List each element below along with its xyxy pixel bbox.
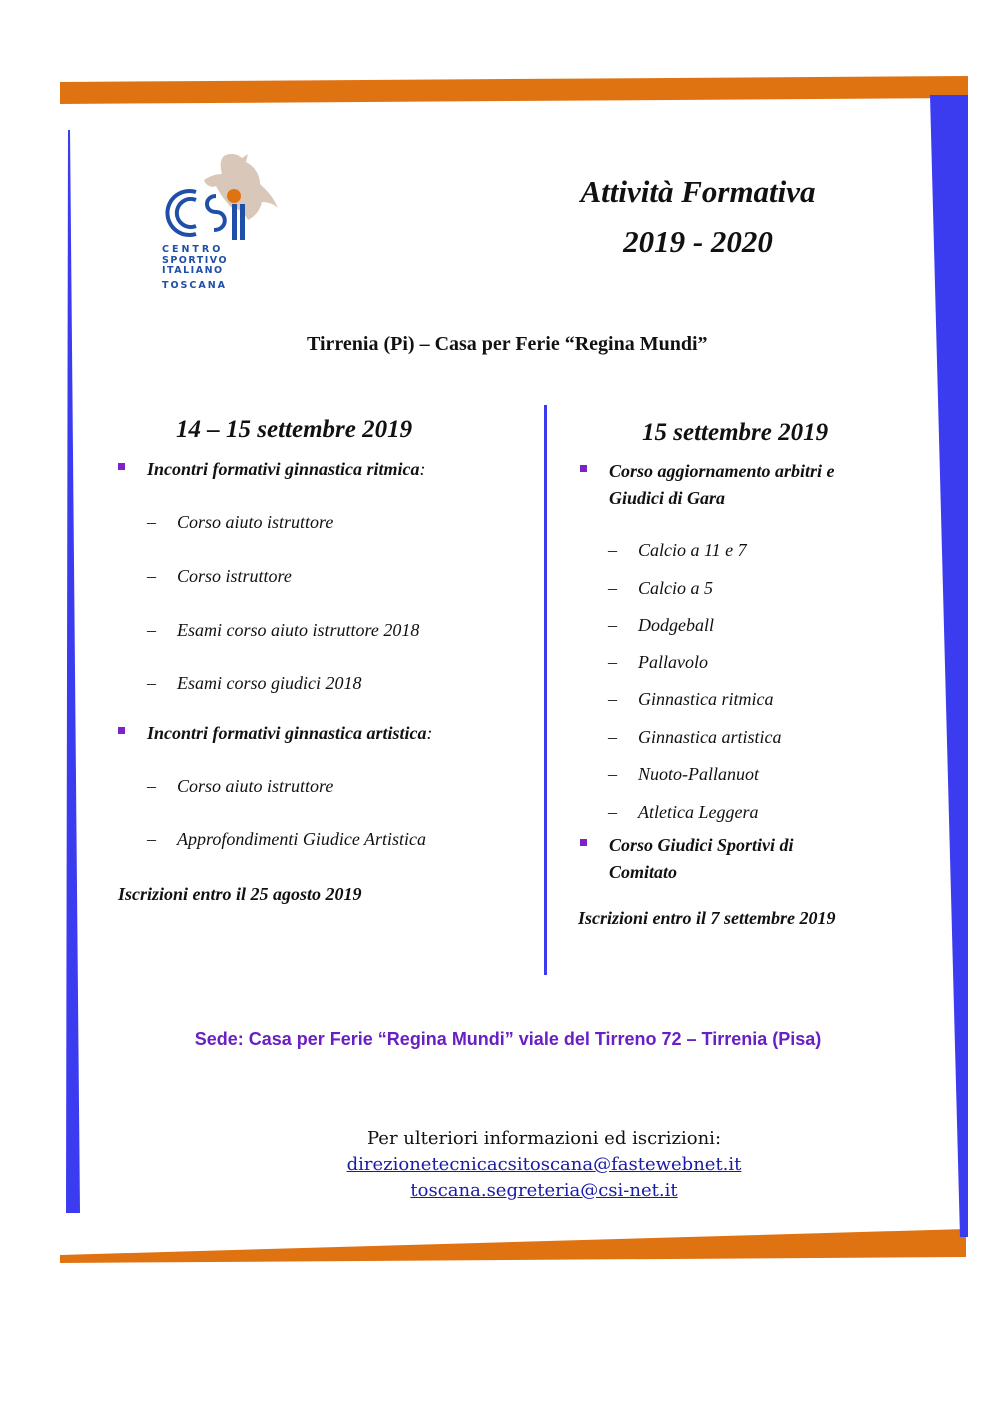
bullet-square (118, 463, 125, 470)
right-deadline: Iscrizioni entro il 7 settembre 2019 (578, 908, 836, 928)
blue-left-bar (66, 130, 80, 1213)
right-group1-heading (580, 458, 835, 512)
left-group1-colon: : (419, 459, 426, 479)
column-divider (544, 405, 547, 975)
left-group1-item-1: Corso aiuto istruttore (177, 512, 334, 532)
left-group1-item-3: Esami corso aiuto istruttore 2018 (177, 620, 420, 640)
contact-block (294, 1126, 794, 1204)
dash-marker: – (608, 578, 617, 598)
dash-marker: – (147, 829, 156, 849)
left-group1-heading (118, 456, 426, 483)
logo-line-italiano: ITALIANO (162, 265, 224, 276)
list-item (147, 673, 362, 694)
right-group2-title-line2: Comitato (609, 862, 678, 882)
left-group2-heading (118, 720, 433, 747)
right-date-heading: 15 settembre 2019 (642, 419, 829, 446)
right-group1-item-1: Calcio a 11 e 7 (638, 540, 747, 560)
dash-marker: – (608, 652, 617, 672)
left-group1-item-2: Corso istruttore (177, 566, 292, 586)
right-group1-title-line2: Giudici di Gara (609, 488, 726, 508)
left-date-heading: 14 – 15 settembre 2019 (176, 416, 413, 443)
right-group1-item-7: Nuoto-Pallanuot (638, 764, 759, 784)
right-group1-title-line1: Corso aggiornamento arbitri e (609, 461, 835, 481)
left-group1-item-4: Esami corso giudici 2018 (177, 673, 362, 693)
left-group2-item-1: Corso aiuto istruttore (177, 776, 334, 796)
list-item (608, 615, 714, 636)
list-item (608, 652, 708, 673)
logo-line-centro: CENTRO (162, 244, 224, 255)
dash-marker: – (608, 802, 617, 822)
dash-marker: – (147, 566, 156, 586)
email-link-direzione[interactable]: direzionetecnicacsitoscana@fastewebnet.it (346, 1154, 742, 1175)
dash-marker: – (608, 615, 617, 635)
left-deadline: Iscrizioni entro il 25 agosto 2019 (118, 884, 362, 904)
dash-marker: – (147, 776, 156, 796)
right-group1-item-4: Pallavolo (638, 652, 708, 672)
dash-marker: – (608, 764, 617, 784)
dash-marker: – (147, 512, 156, 532)
list-item (147, 512, 333, 533)
contact-label: Per ulteriori informazioni ed iscrizioni: (366, 1128, 722, 1149)
right-group1-item-6: Ginnastica artistica (638, 727, 782, 747)
list-item (147, 566, 292, 587)
dash-marker: – (147, 673, 156, 693)
bullet-square (118, 727, 125, 734)
bullet-square (580, 465, 587, 472)
right-group1-item-2: Calcio a 5 (638, 578, 713, 598)
list-item (608, 802, 758, 823)
left-group2-item-2: Approfondimenti Giudice Artistica (177, 829, 426, 849)
dash-marker: – (608, 540, 617, 560)
list-item (147, 620, 419, 641)
logo-line-sportivo: SPORTIVO (162, 254, 229, 266)
dash-marker: – (147, 620, 156, 640)
left-group1-title: Incontri formativi ginnastica ritmica (147, 459, 420, 479)
left-group2-title: Incontri formativi ginnastica artistica (147, 723, 427, 743)
right-group1-item-8: Atletica Leggera (638, 802, 759, 822)
right-group1-item-3: Dodgeball (638, 615, 714, 635)
list-item (147, 776, 333, 797)
list-item (608, 689, 774, 710)
list-item (147, 829, 426, 850)
orange-bottom-bar (60, 1229, 966, 1263)
email-link-segreteria[interactable]: toscana.segreteria@csi-net.it (410, 1180, 678, 1201)
logo-text (162, 245, 252, 291)
logo-line-toscana: TOSCANA (162, 279, 228, 291)
right-group2-title-line1: Corso Giudici Sportivi di (609, 835, 794, 855)
list-item (608, 540, 747, 561)
title-line-1: Attività Formativa (580, 174, 816, 209)
orange-top-bar (60, 76, 968, 104)
page-title (488, 170, 908, 264)
dash-marker: – (608, 689, 617, 709)
title-line-2: 2019 - 2020 (623, 224, 773, 259)
list-item (608, 727, 782, 748)
right-group2-heading (580, 832, 794, 886)
left-group2-colon: : (426, 723, 433, 743)
venue-address: Sede: Casa per Ferie “Regina Mundi” viale del Tirreno 72 – Tirrenia (Pisa) (194, 1029, 822, 1049)
list-item (608, 578, 713, 599)
blue-right-bar (930, 95, 968, 1237)
bullet-square (580, 839, 587, 846)
location-subtitle: Tirrenia (Pi) – Casa per Ferie “Regina Mundi” (307, 333, 708, 355)
dash-marker: – (608, 727, 617, 747)
right-group1-item-5: Ginnastica ritmica (638, 689, 774, 709)
list-item (608, 764, 759, 785)
